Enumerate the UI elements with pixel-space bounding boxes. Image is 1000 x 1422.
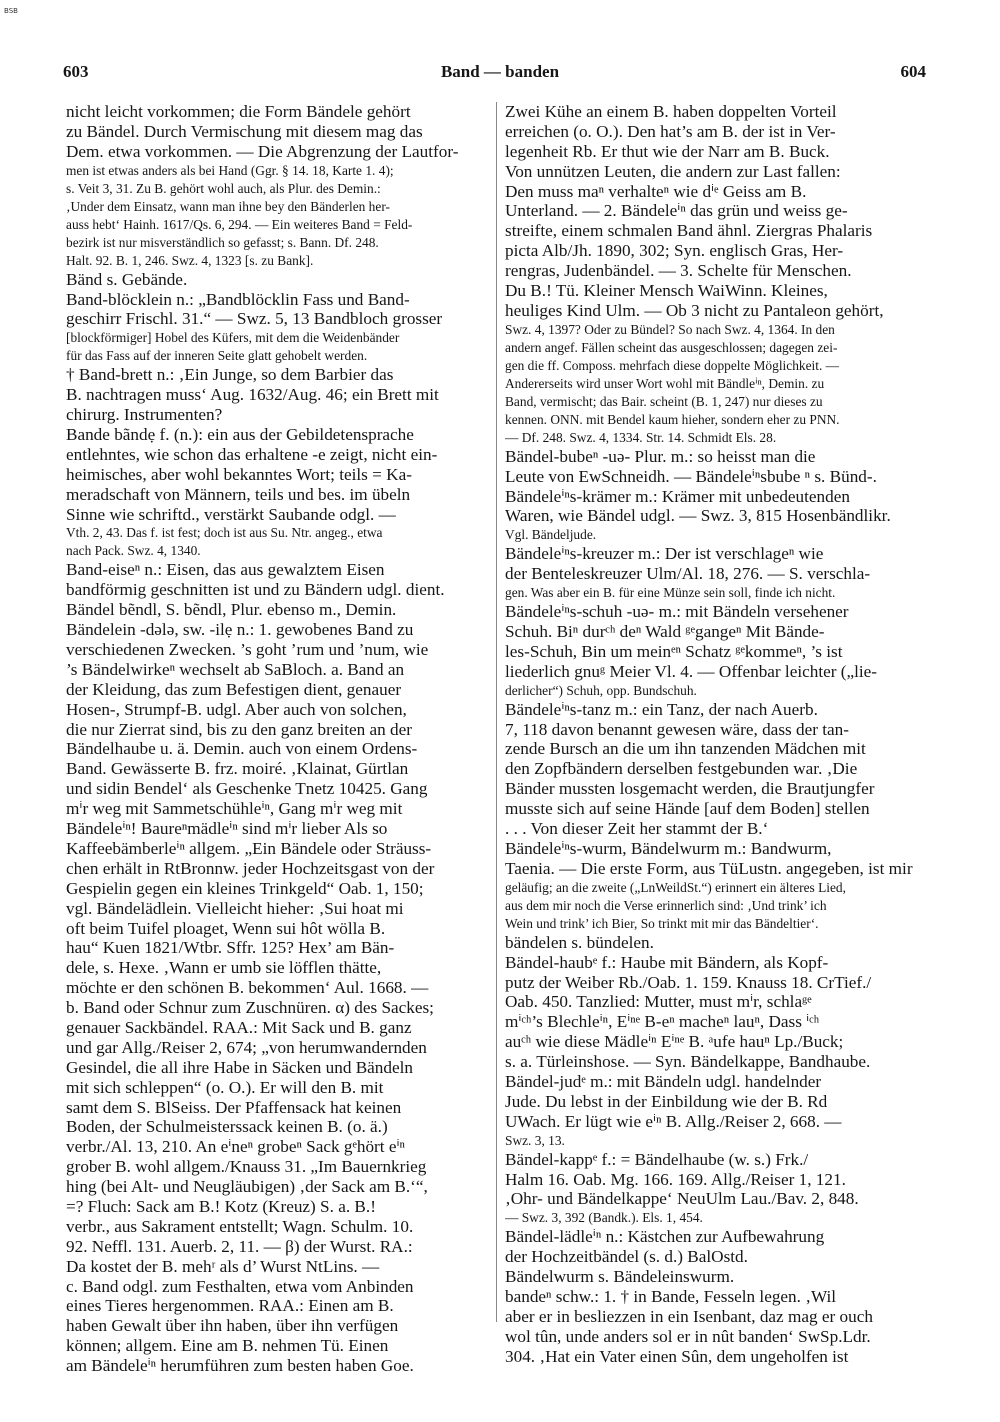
text-line: s. Veit 3, 31. Zu B. gehört wohl auch, als Plur. des Demin.:: [66, 180, 381, 196]
text-line: Bänd s. Gebände.: [66, 269, 188, 289]
text-line: heuliges Kind Ulm. — Ob 3 nicht zu Pantaleon gehört,: [505, 300, 884, 320]
text-line: rengras, Judenbändel. — 3. Schelte für Menschen.: [505, 261, 852, 281]
text-line: musste sich auf seine Hände [auf dem Boden] stellen: [505, 799, 870, 819]
text-line: der Benteleskreuzer Ulm/Al. 18, 276. — S. verschla-: [505, 564, 871, 584]
text-line: bändelen s. bündelen.: [505, 932, 654, 952]
text-line: bandeⁿ schw.: 1. † in Bande, Fesseln legen. ‚Wil: [505, 1286, 837, 1306]
text-line: Unterland. — 2. Bändeleⁱⁿ das grün und weiss ge-: [505, 201, 848, 221]
right-column: [505, 102, 929, 1367]
text-line: und gar Allg./Reiser 2, 674; „von herumwandernden: [66, 1037, 427, 1057]
text-line: 92. Neffl. 131. Auerb. 2, 11. — β) der Wurst. RA.:: [66, 1236, 413, 1256]
text-line: Bändel-bubeⁿ -uə- Plur. m.: so heisst man die: [505, 446, 816, 466]
text-line: auss hebt‘ Hainh. 1617/Qs. 6, 294. — Ein weiteres Band = Feld-: [66, 216, 413, 232]
text-line: Band-eiseⁿ n.: Eisen, das aus gewalztem Eisen: [66, 560, 385, 580]
text-line: oft beim Tuifel ploaget, Wenn sui hôt wölla B.: [66, 918, 386, 938]
text-line: Bändeleⁱⁿs-krämer m.: Krämer mit unbedeutenden: [505, 486, 850, 506]
text-line: Bändel bẽndl, S. bẽndl, Plur. ebenso m., Demin.: [66, 600, 397, 620]
text-line: Bänder mussten losgemacht werden, die Brautjungfer: [505, 779, 875, 799]
text-line: Band. Gewässerte B. frz. moiré. ‚Klainat, Gürtlan: [66, 759, 409, 779]
text-line: nach Pack. Swz. 4, 1340.: [66, 543, 201, 559]
text-line: hau“ Kuen 1821/Wtbr. Sffr. 125? Hex’ am Bän-: [66, 938, 395, 958]
text-line: derlicher“) Schuh, opp. Bundschuh.: [505, 682, 697, 698]
text-line: picta Alb/Jh. 1890, 302; Syn. englisch Gras, Her-: [505, 241, 844, 261]
text-line: für das Fass auf der inneren Seite glatt gehobelt werden.: [66, 348, 368, 364]
text-line: bezirk ist nur misverständlich so gefasst; s. Bann. Df. 248.: [66, 234, 379, 250]
text-line: Den muss maⁿ verhalteⁿ wie dⁱᵉ Geiss am B.: [505, 181, 807, 201]
text-line: Waren, wie Bändel udgl. — Swz. 3, 815 Hosenbändlikr.: [505, 506, 891, 526]
text-line: zu Bändel. Durch Vermischung mit diesem mag das: [66, 121, 423, 141]
text-line: men ist etwas anders als bei Hand (Ggr. § 14. 18, Karte 1. 4);: [66, 162, 394, 178]
text-line: Da kostet der B. mehʳ als d’ Wurst NtLins. —: [66, 1256, 380, 1276]
text-line: Bändel-judᵉ m.: mit Bändeln udgl. handelnder: [505, 1071, 822, 1091]
text-line: Bändelhaube u. ä. Demin. auch von einem Ordens-: [66, 739, 418, 759]
text-line: wol tûn, unde anders sol er in nût banden‘ SwSp.Ldr.: [505, 1326, 871, 1346]
text-line: Vgl. Bändeljude.: [505, 527, 597, 543]
text-line: B. nachtragen muss‘ Aug. 1632/Aug. 46; ein Brett mit: [66, 385, 439, 405]
text-line: Hosen-, Strumpf-B. udgl. Aber auch von solchen,: [66, 699, 407, 719]
text-line: bandförmig geschnitten ist und zu Bändern udgl. dient.: [66, 580, 445, 600]
text-line: — Df. 248. Swz. 4, 1334. Str. 14. Schmidt Els. 28.: [505, 429, 777, 445]
library-stamp: BSB: [4, 7, 18, 15]
text-line: haben Gewalt über ihn haben, über ihn verfügen: [66, 1316, 399, 1336]
text-line: und sidin Bendel‘ als Geschenke Tnetz 10425. Gang: [66, 779, 428, 799]
text-line: Oab. 450. Tanzlied: Mutter, must mⁱr, schlaᵍᵉ: [505, 992, 812, 1012]
text-line: gen die ff. Composs. mehrfach diese doppelte Möglichkeit. —: [505, 357, 840, 373]
text-line: eines Tieres hergenommen. RAA.: Einen am B.: [66, 1296, 394, 1316]
text-line: liederlich gnuᵍ Meier Vl. 4. — Offenbar leichter („lie-: [505, 661, 878, 681]
text-line: entlehntes, wie schon das erhaltene -e zeigt, nicht ein-: [66, 444, 438, 464]
text-line: Kaffeebämberleⁱⁿ allgem. „Ein Bändele oder Sträuss-: [66, 838, 432, 858]
text-line: . . . Von dieser Zeit her stammt der B.‘: [505, 819, 769, 839]
text-line: Bändeleⁱⁿs-wurm, Bändelwurm m.: Bandwurm,: [505, 838, 832, 858]
text-line: Wein und trink’ ich Bier, So trinkt mit mir das Bändeltier‘.: [505, 915, 819, 931]
text-line: Swz. 4, 1397? Oder zu Bündel? So nach Swz. 4, 1364. In den: [505, 321, 835, 337]
text-line: Du B.! Tü. Kleiner Mensch WaiWinn. Kleines,: [505, 281, 828, 301]
text-line: Von unnützen Leuten, die andern zur Last fallen:: [505, 161, 841, 181]
text-line: Zwei Kühe an einem B. haben doppelten Vorteil: [505, 102, 837, 121]
text-line: geschirr Frischl. 31.“ — Swz. 5, 13 Bandbloch grosser: [66, 309, 443, 329]
text-line: putz der Weiber Rb./Oab. 1. 159. Knauss 18. CrTief./: [505, 972, 872, 992]
column-divider: [496, 102, 497, 1322]
text-line: Bändel-haubᵉ f.: Haube mit Bändern, als Kopf-: [505, 952, 829, 972]
text-line: am Bändeleⁱⁿ herumführen zum besten haben Goe.: [66, 1356, 414, 1376]
text-line: Schuh. Biⁿ durᶜʰ deⁿ Wald ᵍᵉgangeⁿ Mit Bände-: [505, 622, 825, 642]
text-line: Leute von EwSchneidh. — Bändeleⁱⁿsbube ⁿ s. Bünd-.: [505, 466, 877, 486]
text-line: Bändeleⁱⁿs-tanz m.: ein Tanz, der nach Auerb.: [505, 699, 818, 719]
text-line: Bändel-kappᵉ f.: = Bändelhaube (w. s.) Frk./: [505, 1149, 809, 1169]
text-line: mⁱr weg mit Sammetschühleⁱⁿ, Gang mⁱr weg mit: [66, 799, 403, 819]
text-line: Bändelein -dələ, sw. -ilẹ n.: 1. gewobenes Band zu: [66, 620, 414, 640]
text-line: streifte, einem schmalen Band ähnl. Ziergras Phalaris: [505, 221, 873, 241]
text-line: Andererseits wird unser Wort wohl mit Bändleⁱⁿ, Demin. zu: [505, 375, 825, 391]
text-line: s. a. Türleinshose. — Syn. Bändelkappe, Bandhaube.: [505, 1052, 871, 1072]
text-line: zende Bursch an die um ihn tanzenden Mädchen mit: [505, 739, 866, 759]
text-line: grober B. wohl allgem./Knauss 31. „Im Bauernkrieg: [66, 1157, 427, 1177]
text-line: der Kleidung, das zum Befestigen dient, genauer: [66, 679, 402, 699]
text-line: Sinne wie schriftd., verstärkt Saubande odgl. —: [66, 504, 396, 524]
text-line: [blockförmiger] Hobel des Küfers, mit dem die Weidenbänder: [66, 330, 400, 346]
text-line: chen erhält in RtBronnw. jeder Hochzeitsgast von der: [66, 858, 435, 878]
text-line: 7, 118 davon benannt gewesen wäre, dass der tan-: [505, 719, 849, 739]
text-line: heimisches, aber wohl bekanntes Wort; teils = Ka-: [66, 464, 412, 484]
text-line: ‚Under dem Einsatz, wann man ihne bey den Bänderlen her-: [66, 198, 390, 214]
text-line: den Zopfbändern derselben festgebunden war. ‚Die: [505, 759, 858, 779]
text-line: legenheit Rb. Er thut wie der Narr am B. Buck.: [505, 141, 830, 161]
text-line: chirurg. Instrumenten?: [66, 405, 223, 425]
text-line: nicht leicht vorkommen; die Form Bändele gehört: [66, 102, 411, 121]
text-line: aus dem mir noch die Verse erinnerlich sind: ‚Und trink’ ich: [505, 897, 827, 913]
text-line: † Band-brett n.: ‚Ein Junge, so dem Barbier das: [66, 365, 394, 385]
text-line: Jude. Du lebst in der Einbildung wie der B. Rd: [505, 1091, 828, 1111]
text-line: kennen. ONN. mit Bendel kaum hieher, sondern eher zu PNN.: [505, 411, 840, 427]
text-line: les-Schuh, Bin um meinᵉⁿ Schatz ᵍᵉkommeⁿ, ’s ist: [505, 641, 843, 661]
text-line: die nur Zierrat sind, bis zu den ganz breiten an der: [66, 719, 413, 739]
text-line: genauer Sackbändel. RAA.: Mit Sack und B. ganz: [66, 1017, 412, 1037]
text-line: geläufig; an die zweite („LnWeildSt.“) erinnert ein älteres Lied,: [505, 879, 846, 895]
text-line: b. Band oder Schnur zum Zuschnüren. α) des Sackes;: [66, 998, 434, 1018]
text-line: c. Band odgl. zum Festhalten, etwa vom Anbinden: [66, 1276, 414, 1296]
text-line: gen. Was aber ein B. für eine Münze sein soll, finde ich nicht.: [505, 585, 836, 601]
text-line: aber er in besliezzen in ein Isenbant, daz mag er ouch: [505, 1306, 873, 1326]
running-header: Band — banden: [440, 62, 560, 81]
text-line: Gespielin gegen ein kleines Trinkgeld“ Oab. 1, 150;: [66, 878, 424, 898]
text-line: mit sich schleppen“ (o. O.). Er will den B. mit: [66, 1077, 384, 1097]
text-line: Band-blöcklein n.: „Bandblöcklin Fass und Band-: [66, 289, 410, 309]
text-line: verbr., aus Sakrament entstellt; Wagn. Schulm. 10.: [66, 1216, 414, 1236]
text-line: Vth. 2, 43. Das f. ist fest; doch ist aus Su. Ntr. angeg., etwa: [66, 525, 383, 541]
text-line: verschiedenen Zwecken. ’s goht ’rum und ’num, wie: [66, 640, 429, 660]
text-line: Halm 16. Oab. Mg. 166. 169. Allg./Reiser 1, 121.: [505, 1169, 846, 1189]
text-line: können; allgem. Eine am B. nehmen Tü. Einen: [66, 1336, 389, 1356]
text-line: =? Fluch: Sack am B.! Kotz (Kreuz) S. a. B.!: [66, 1196, 376, 1216]
text-line: Bande bãndẹ f. (n.): ein aus der Gebildetensprache: [66, 425, 414, 445]
text-line: Swz. 3, 13.: [505, 1132, 565, 1148]
text-line: auᶜʰ wie diese Mädleⁱⁿ Eⁱⁿᵉ B. ᵃufe hauⁿ Lp./Buck;: [505, 1032, 844, 1052]
text-line: Halt. 92. B. 1, 246. Swz. 4, 1323 [s. zu Bank].: [66, 252, 314, 268]
text-line: Taenia. — Die erste Form, aus TüLustn. angegeben, ist mir: [505, 858, 913, 878]
text-line: Bändelwurm s. Bändeleinswurm.: [505, 1267, 735, 1287]
text-line: andern angef. Fällen scheint das ausgeschlossen; dagegen zei-: [505, 339, 838, 355]
left-column: [66, 102, 490, 1376]
text-line: 304. ‚Hat ein Vater einen Sûn, dem ungeholfen ist: [505, 1346, 849, 1366]
text-line: erreichen (o. O.). Den hat’s am B. der ist in Ver-: [505, 121, 836, 141]
text-line: hing (bei Alt- und Neugläubigen) ‚der Sack am B.‘“,: [66, 1177, 428, 1197]
text-line: Dem. etwa vorkommen. — Die Abgrenzung der Lautfor-: [66, 141, 459, 161]
text-line: möchte er den schönen B. bekommen‘ Aul. 1668. —: [66, 978, 429, 998]
text-line: verbr./Al. 13, 210. An eⁱneⁿ grobeⁿ Sack gᵉhört eⁱⁿ: [66, 1137, 405, 1157]
right-page-number: 604: [900, 62, 926, 81]
text-line: — Swz. 3, 392 (Bandk.). Els. 1, 454.: [505, 1210, 703, 1226]
text-line: Bändeleⁱⁿs-kreuzer m.: Der ist verschlageⁿ wie: [505, 544, 824, 564]
text-line: dele, s. Hexe. ‚Wann er umb sie löfflen thätte,: [66, 958, 382, 978]
text-line: samt dem S. BlSeiss. Der Pfaffensack hat keinen: [66, 1097, 402, 1117]
text-line: Gesindel, die all ihre Habe in Säcken und Bändeln: [66, 1057, 413, 1077]
text-line: Band, vermischt; das Bair. scheint (B. 1, 247) nur dieses zu: [505, 393, 823, 409]
text-line: der Hochzeitbändel (s. d.) BalOstd.: [505, 1247, 748, 1267]
text-line: Bändel-lädleⁱⁿ n.: Kästchen zur Aufbewahrung: [505, 1227, 825, 1247]
text-line: UWach. Er lügt wie eⁱⁿ B. Allg./Reiser 2, 668. —: [505, 1111, 842, 1131]
text-line: Boden, der Schulmeisterssack keinen B. (o. ä.): [66, 1117, 388, 1137]
text-line: Bändeleⁱⁿ! Baureⁿmädleⁱⁿ sind mⁱr lieber Als so: [66, 819, 388, 839]
text-line: meradschaft von Männern, teils und bes. im übeln: [66, 484, 411, 504]
text-line: ’s Bändelwirkeⁿ wechselt ab SaBloch. a. Band an: [66, 659, 405, 679]
text-line: mⁱᶜʰ’s Blechleⁱⁿ, Eⁱⁿᵉ B-eⁿ macheⁿ lauⁿ, Dass ⁱᶜʰ: [505, 1012, 820, 1032]
text-line: Bändeleⁱⁿs-schuh -uə- m.: mit Bändeln versehener: [505, 602, 849, 622]
text-line: vgl. Bändelädlein. Vielleicht hieher: ‚Sui hoat mi: [66, 898, 404, 918]
left-page-number: 603: [63, 62, 89, 81]
text-line: ‚Ohr- und Bändelkappe‘ NeuUlm Lau./Bav. 2, 848.: [505, 1189, 859, 1209]
